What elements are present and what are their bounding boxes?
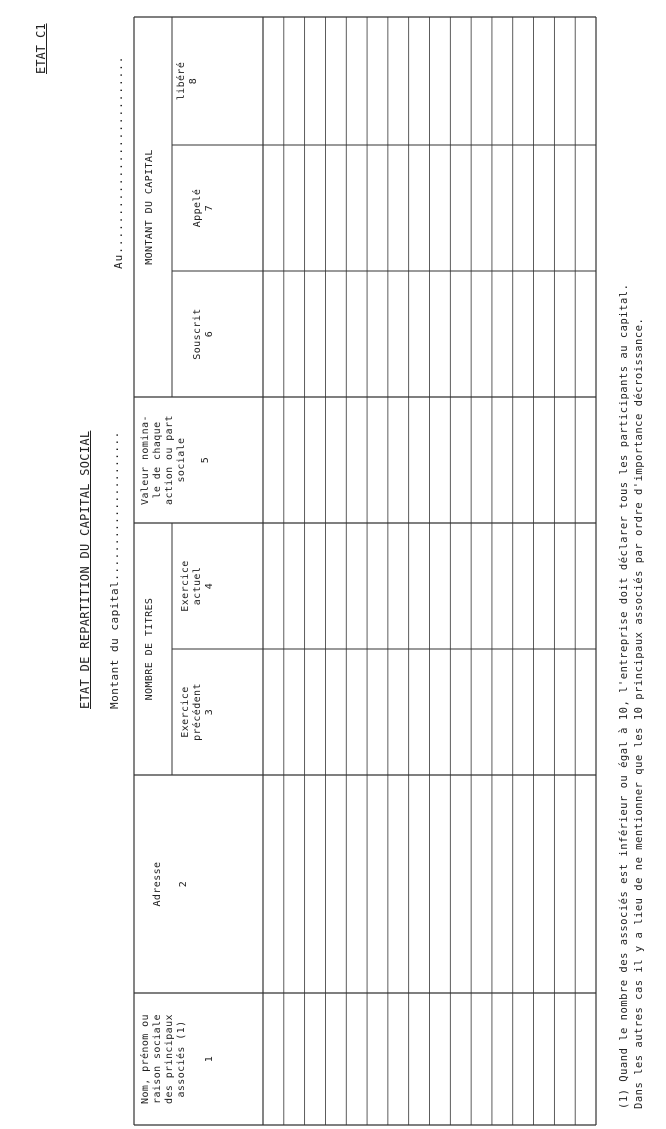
header-group-titres: NOMBRE DE TITRES	[144, 597, 155, 701]
header-col-subscribed: Souscrit 6	[192, 308, 215, 360]
header-col-called: Appelé 7	[192, 188, 215, 228]
capital-amount-label: Montant du capital.....................	[108, 431, 121, 709]
footnote-line-1: (1) Quand le nombre des associés est inférieur ou égal à 10, l'entreprise doit déclarer tous les participants au capital.	[618, 283, 630, 1109]
header-col-current-year: Exercice actuel 4	[180, 560, 215, 612]
header-col-address: Adresse 2	[152, 861, 189, 907]
header-col-previous-year: Exercice précédent 3	[180, 683, 215, 741]
header-col-paid: libéré 8	[176, 61, 199, 101]
document-title: ETAT DE REPARTITION DU CAPITAL SOCIAL	[78, 430, 92, 709]
header-group-capital: MONTANT DU CAPITAL	[144, 149, 155, 265]
header-col-nominal-value: Valeur nomina- le de chaque action ou part sociale 5	[140, 415, 211, 505]
header-col-name: Nom, prénom ou raison sociale des principaux associés (1) 1	[140, 1014, 215, 1104]
form-code: ETAT C1	[34, 23, 48, 74]
date-label: Au..........................	[112, 55, 125, 269]
footnote-line-2: Dans les autres cas il y a lieu de ne mentionner que les 10 principaux associés par ordre d'importance décroissance.	[633, 317, 645, 1109]
